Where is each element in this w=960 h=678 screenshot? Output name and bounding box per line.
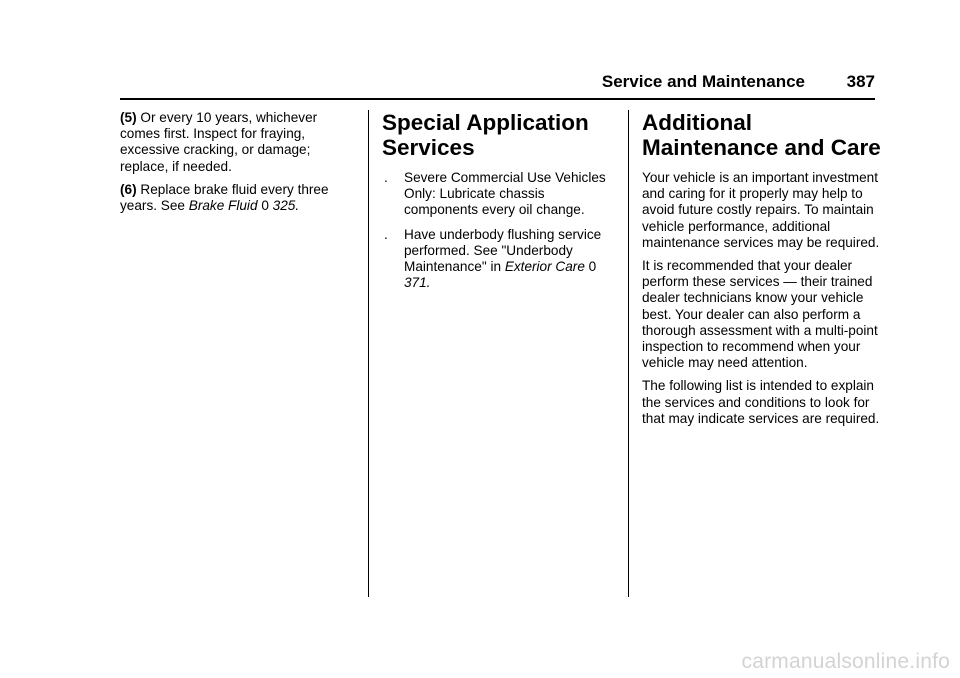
column-middle [382,110,614,299]
page-number: 387 [846,72,875,91]
page-ref-icon: 0 [588,259,597,275]
bullet-icon: . [384,170,388,185]
column-right [642,110,882,434]
exterior-care-link[interactable]: Exterior Care [504,259,585,275]
bullet-1-text: Severe Commercial Use Vehicles Only: Lubricate chassis components every oil change. [404,170,606,218]
note-5-label: (5) [120,110,137,125]
column-divider [368,110,369,597]
paragraph-2: It is recommended that your dealer perform these services — their trained dealer technicians know your vehicle best. Your dealer can also perform a thorough assessment with a multi-point inspection to recommend when your vehicle may need attention. [642,258,878,371]
brake-fluid-link[interactable]: Brake Fluid [188,198,258,214]
note-6-text: Replace brake fluid every three years. See [120,181,329,214]
paragraph-1: Your vehicle is an important investment and caring for it properly may help to avoid future costly repairs. To maintain vehicle performance, additional maintenance services may be required. [642,170,880,250]
bullet-icon: . [384,226,388,242]
special-application-heading: Special Application Services [382,110,589,160]
list-item [382,227,614,292]
list-item [382,170,614,219]
section-title: Service and Maintenance [601,72,805,91]
bullet-2-text: Have underbody flushing service performed. See "Underbody Maintenance" in [404,226,602,275]
additional-maintenance-heading: Additional Maintenance and Care [642,110,881,160]
column-divider [628,110,629,597]
brake-fluid-page-ref[interactable]: 325. [272,198,300,214]
column-left [120,110,352,221]
note-5 [120,110,352,175]
exterior-care-page-ref[interactable]: 371. [404,275,431,291]
note-6 [120,182,352,214]
note-5-text: Or every 10 years, whichever comes first. Inspect for fraying, excessive cracking, or damage; replace, if needed. [120,110,318,174]
watermark: carmanualsonline.info [741,650,950,673]
paragraph-3: The following list is intended to explain the services and conditions to look for that may indicate services are required. [642,378,880,426]
note-6-label: (6) [120,181,137,197]
page-ref-icon: 0 [261,198,269,214]
page-header [120,70,875,100]
